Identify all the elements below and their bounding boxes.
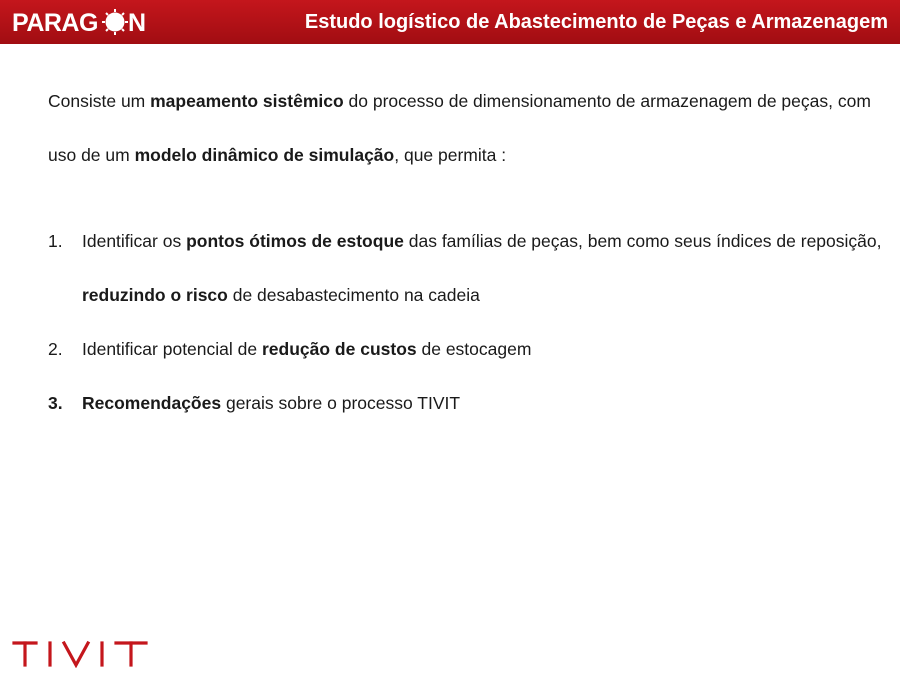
list-item	[48, 214, 893, 322]
slide-title: Estudo logístico de Abastecimento de Peças e Armazenagem	[304, 10, 888, 33]
intro-text-1: Consiste um	[48, 91, 151, 111]
intro-paragraph	[48, 74, 893, 182]
list-item-bold: redução de custos	[261, 339, 417, 359]
paragon-logo	[12, 7, 148, 37]
list-item-text: Identificar os	[82, 231, 187, 251]
list-item-text: das famílias de peças, bem como seus índices de reposição,	[403, 231, 882, 251]
intro-text-3: , que permita :	[394, 145, 507, 165]
list-item-number: 3.	[48, 393, 63, 413]
list-item-number: 1.	[48, 231, 63, 251]
objectives-list	[48, 214, 893, 430]
intro-bold-2: modelo dinâmico de simulação	[134, 145, 395, 165]
paragon-logo-graphic	[12, 7, 148, 37]
list-item-text: de estocagem	[416, 339, 532, 359]
slide-header	[0, 0, 900, 44]
list-item-text: de desabastecimento na cadeia	[227, 285, 480, 305]
svg-text:N: N	[128, 9, 147, 37]
list-item-number: 2.	[48, 339, 63, 359]
list-item	[48, 322, 893, 376]
tivit-logo	[12, 638, 152, 673]
intro-bold-1: mapeamento sistêmico	[150, 91, 344, 111]
list-item-text: Identificar potencial de	[82, 339, 262, 359]
list-item-text: gerais sobre o processo TIVIT	[221, 393, 461, 413]
slide-body	[48, 74, 893, 430]
list-item	[48, 376, 893, 430]
intro-text-2: do processo de dimensionamento de armazenagem de peças, com uso de um	[48, 91, 871, 165]
list-item-bold: pontos ótimos de estoque	[186, 231, 404, 251]
list-item-bold: reduzindo o risco	[82, 285, 228, 305]
svg-text:PARAG: PARAG	[12, 9, 98, 37]
list-item-bold: Recomendações	[82, 393, 222, 413]
tivit-logo-graphic	[12, 638, 152, 668]
